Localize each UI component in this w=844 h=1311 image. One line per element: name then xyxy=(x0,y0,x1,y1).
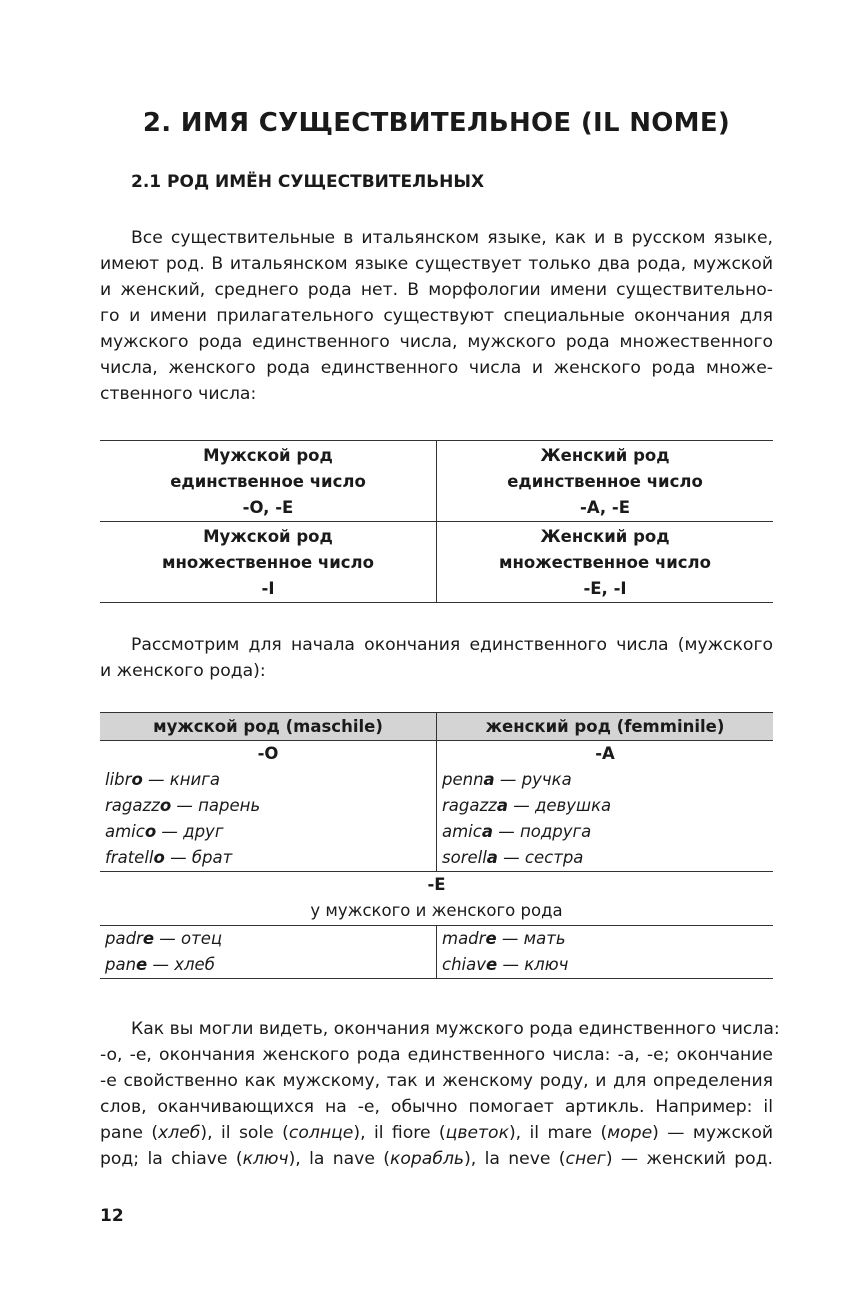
fem-e-examples xyxy=(437,926,774,979)
masc-singular-cell: Мужской род единственное число -O, -E xyxy=(170,446,366,517)
example-word: sorella — сестра xyxy=(442,848,584,867)
text-line: Как вы могли видеть, окончания мужского рода единственного числа: xyxy=(131,1019,780,1039)
text-line: го и имени прилагательного существуют специальные окончания для xyxy=(100,306,773,326)
fem-singular-cell: Женский род единственное число -A, -E xyxy=(437,441,774,522)
fem-plural-cell: Женский род множественное число -E, -I xyxy=(437,522,774,603)
masc-e-examples xyxy=(100,926,437,979)
text-line: -e свойственно как мужскому, так и женскому роду, и для определения xyxy=(100,1071,773,1091)
section-title: 2.1 РОД ИМЁН СУЩЕСТВИТЕЛЬНЫХ xyxy=(131,172,485,192)
common-note: у мужского и женского рода xyxy=(310,901,563,920)
page-number: 12 xyxy=(100,1206,124,1226)
common-ending: -E xyxy=(100,872,773,899)
example-word: pane — хлеб xyxy=(105,955,215,974)
example-word: chiave — ключ xyxy=(442,955,569,974)
masc-plural-cell: Мужской род множественное число -I xyxy=(100,522,437,603)
example-word: madre — мать xyxy=(442,929,566,948)
text-line: -o, -e, окончания женского рода единственного числа: -a, -e; окончание xyxy=(100,1045,773,1065)
fem-examples xyxy=(437,767,774,872)
text-line: pane (хлеб), il sole (солнце), il fiore (цветок), il mare (море) — мужской xyxy=(100,1123,774,1143)
examples-table xyxy=(100,712,773,979)
example-word: libro — книга xyxy=(105,770,221,789)
consider-paragraph xyxy=(100,632,773,684)
intro-paragraph xyxy=(100,225,773,407)
masc-examples xyxy=(100,767,437,872)
header-feminine: женский род (femminile) xyxy=(437,713,774,741)
text-line: ственного числа: xyxy=(100,384,257,404)
example-word: amica — подруга xyxy=(442,822,592,841)
text-line: числа, женского рода единственного числа и женского рода множе- xyxy=(100,358,773,378)
text-line: и женского рода): xyxy=(100,661,266,681)
example-word: fratello — брат xyxy=(105,848,233,867)
text-line: мужского рода единственного числа, мужского рода множественного xyxy=(100,332,773,352)
text-line: род; la chiave (ключ), la nave (корабль), la neve (снег) — женский род. xyxy=(100,1149,773,1169)
masc-ending: -O xyxy=(257,744,279,763)
header-masculine: мужской род (maschile) xyxy=(100,713,437,741)
text-line: Рассмотрим для начала окончания единственного числа (мужского xyxy=(131,635,773,655)
example-word: ragazzo — парень xyxy=(105,796,261,815)
endings-table xyxy=(100,440,773,603)
text-line: Все существительные в итальянском языке, как и в русском языке, xyxy=(131,228,773,248)
example-word: ragazza — девушка xyxy=(442,796,612,815)
fem-ending: -A xyxy=(437,741,774,768)
conclusion-paragraph xyxy=(100,1016,780,1172)
text-line: имеют род. В итальянском языке существует только два рода, мужской xyxy=(100,254,773,274)
text-line: слов, оканчивающихся на -e, обычно помогает артикль. Например: il xyxy=(100,1097,773,1117)
chapter-title: 2. ИМЯ СУЩЕСТВИТЕЛЬНОЕ (IL NOME) xyxy=(142,108,731,138)
example-word: amico — друг xyxy=(105,822,224,841)
example-word: padre — отец xyxy=(105,929,223,948)
text-line: и женский, среднего рода нет. В морфологии имени существительно- xyxy=(100,280,773,300)
example-word: penna — ручка xyxy=(442,770,572,789)
